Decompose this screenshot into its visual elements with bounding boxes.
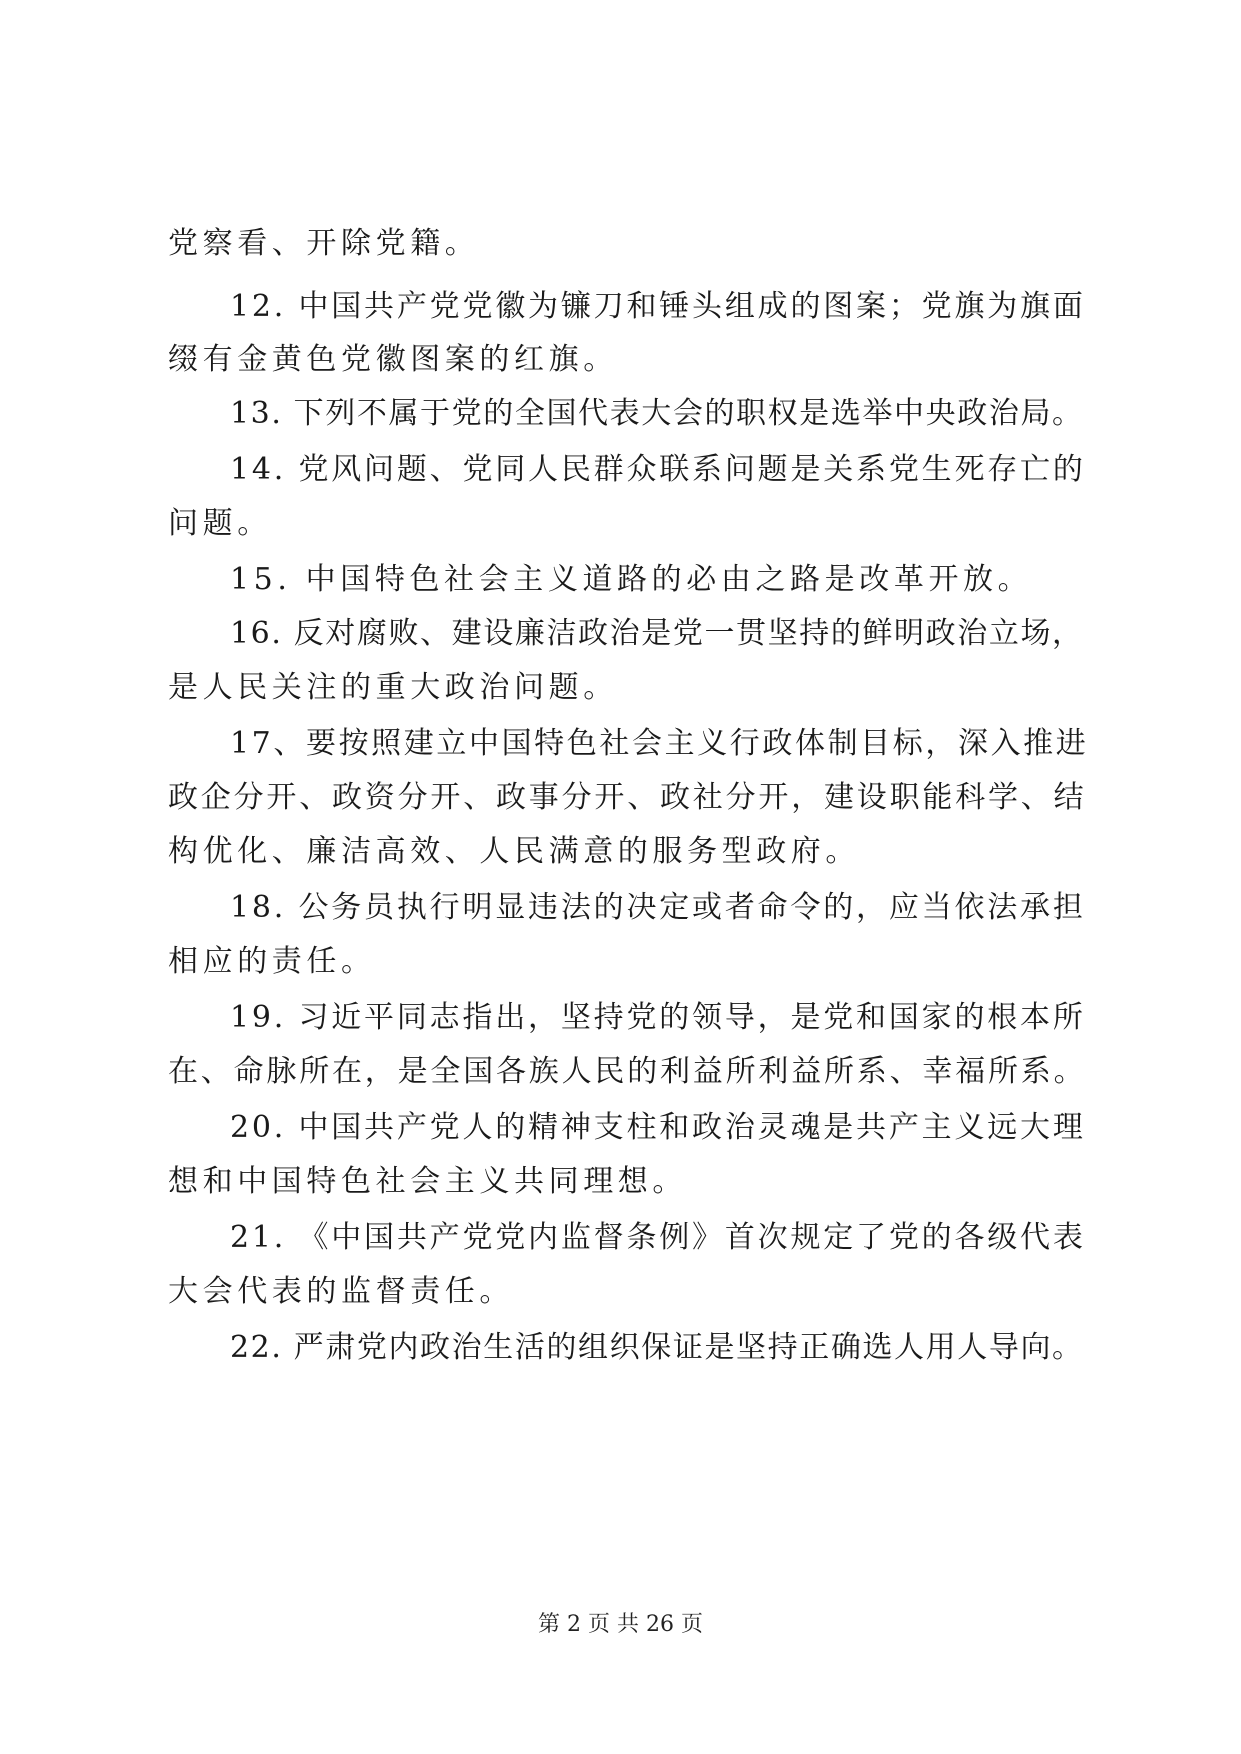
item-21-line-2: 大会代表的监督责任。 <box>168 1274 514 1309</box>
item-20-line-1: 20. 中国共产党人的精神支柱和政治灵魂是共产主义远大理 <box>230 1110 1086 1145</box>
item-16-line-2: 是人民关注的重大政治问题。 <box>168 670 618 705</box>
item-17-line-2: 政企分开、政资分开、政事分开、政社分开，建设职能科学、结 <box>168 780 1087 815</box>
item-12-line-2: 缀有金黄色党徽图案的红旗。 <box>168 342 618 377</box>
item-20-line-2: 想和中国特色社会主义共同理想。 <box>168 1164 687 1199</box>
item-19-line-2: 在、命脉所在，是全国各族人民的利益所利益所系、幸福所系。 <box>168 1054 1087 1089</box>
text-line-1: 党察看、开除党籍。 <box>168 226 480 261</box>
page-footer: 第 2 页 共 26 页 <box>538 1612 703 1637</box>
item-17-line-1: 17、要按照建立中国特色社会主义行政体制目标，深入推进 <box>230 726 1089 761</box>
item-13-line-1: 13. 下列不属于党的全国代表大会的职权是选举中央政治局。 <box>230 396 1084 431</box>
item-22-line-1: 22. 严肃党内政治生活的组织保证是坚持正确选人用人导向。 <box>230 1330 1084 1365</box>
item-18-line-2: 相应的责任。 <box>168 944 376 979</box>
item-12-line-1: 12. 中国共产党党徽为镰刀和锤头组成的图案；党旗为旗面 <box>230 289 1086 324</box>
item-17-line-3: 构优化、廉洁高效、人民满意的服务型政府。 <box>168 834 860 869</box>
item-21-line-1: 21. 《中国共产党党内监督条例》首次规定了党的各级代表 <box>230 1220 1086 1255</box>
item-14-line-2: 问题。 <box>168 506 272 541</box>
item-19-line-1: 19. 习近平同志指出，坚持党的领导，是党和国家的根本所 <box>230 1000 1086 1035</box>
item-16-line-1: 16. 反对腐败、建设廉洁政治是党一贯坚持的鲜明政治立场， <box>230 616 1084 651</box>
item-18-line-1: 18. 公务员执行明显违法的决定或者命令的，应当依法承担 <box>230 890 1086 925</box>
item-14-line-1: 14. 党风问题、党同人民群众联系问题是关系党生死存亡的 <box>230 452 1086 487</box>
item-15-line-1: 15. 中国特色社会主义道路的必由之路是改革开放。 <box>230 562 1033 597</box>
